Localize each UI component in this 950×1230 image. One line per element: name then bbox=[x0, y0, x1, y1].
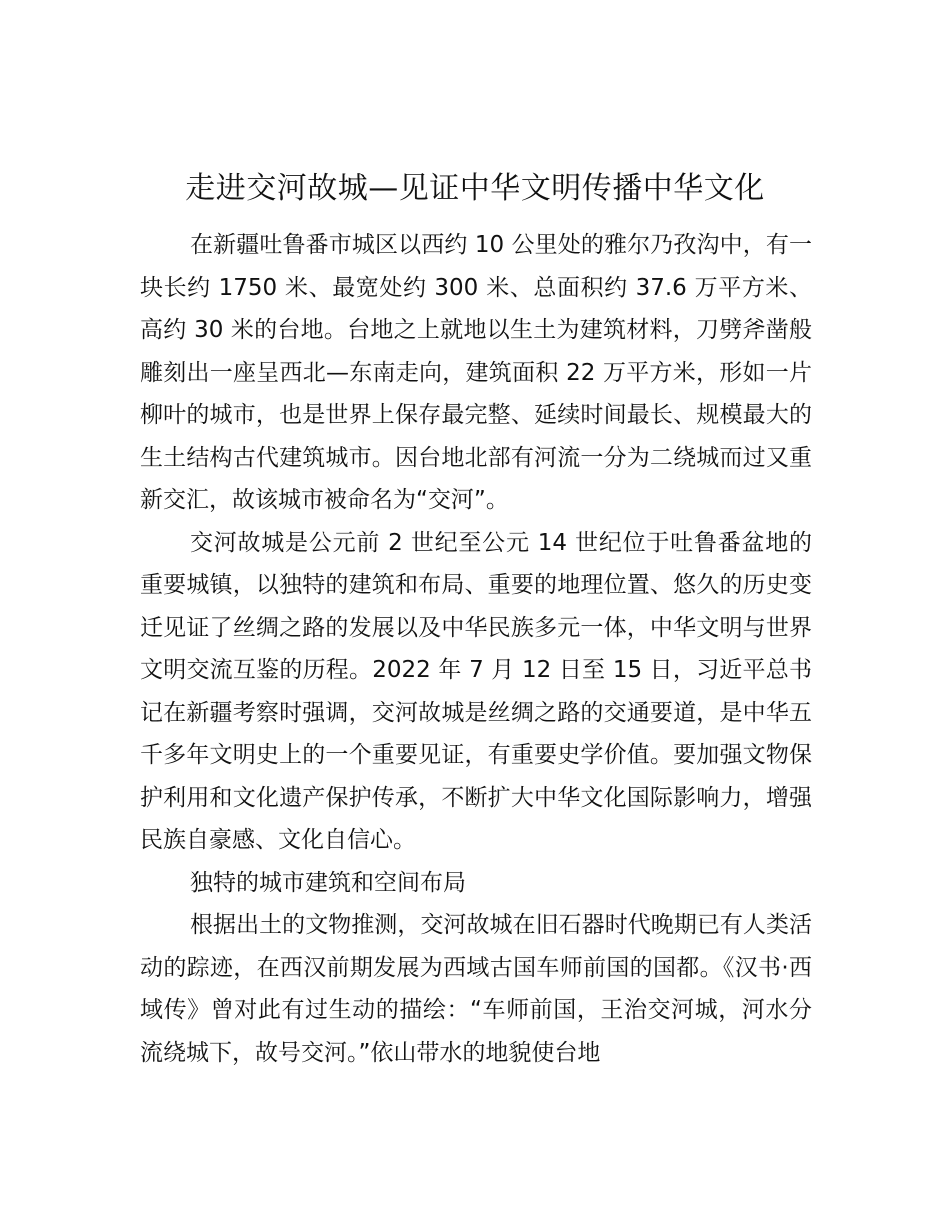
paragraph-3: 根据出土的文物推测，交河故城在旧石器时代晚期已有人类活动的踪迹，在西汉前期发展为西域古国车师前国的国都。《汉书·西域传》曾对此有过生动的描绘：“车师前国，王治交河城，河水分流绕城下，故号交河。”依山带水的地貌使台地 bbox=[140, 912, 812, 1066]
section-heading: 独特的城市建筑和空间布局 bbox=[190, 869, 466, 896]
document-title: 走进交河故城—见证中华文明传播中华文化 bbox=[185, 171, 765, 206]
paragraph-2: 交河故城是公元前 2 世纪至公元 14 世纪位于吐鲁番盆地的重要城镇，以独特的建筑和布局、重要的地理位置、悠久的历史变迁见证了丝绸之路的发展以及中华民族多元一体，中华文明与世界文明交流互鉴的历程。2022 年 7 月 12 日至 15 日，习近平总书记在新疆考察时强调，交河故城是丝绸之路的交通要道，是中华五千多年文明史上的一个重要见证，有重要史学价值。要加强文物保护利用和文化遗产保护传承，不断扩大中华文化国际影响力，增强民族自豪感、文化自信心。 bbox=[140, 529, 812, 853]
paragraph-1: 在新疆吐鲁番市城区以西约 10 公里处的雅尔乃孜沟中，有一块长约 1750 米、最宽处约 300 米、总面积约 37.6 万平方米、高约 30 米的台地。台地之上就地以生土为建筑材料，刀劈斧凿般雕刻出一座呈西北—东南走向，建筑面积 22 万平方米，形如一片柳叶的城市，也是世界上保存最完整、延续时间最长、规模最大的生土结构古代建筑城市。因台地北部有河流一分为二绕城而过又重新交汇，故该城市被命名为“交河”。 bbox=[140, 232, 812, 513]
document-body bbox=[140, 224, 812, 1074]
